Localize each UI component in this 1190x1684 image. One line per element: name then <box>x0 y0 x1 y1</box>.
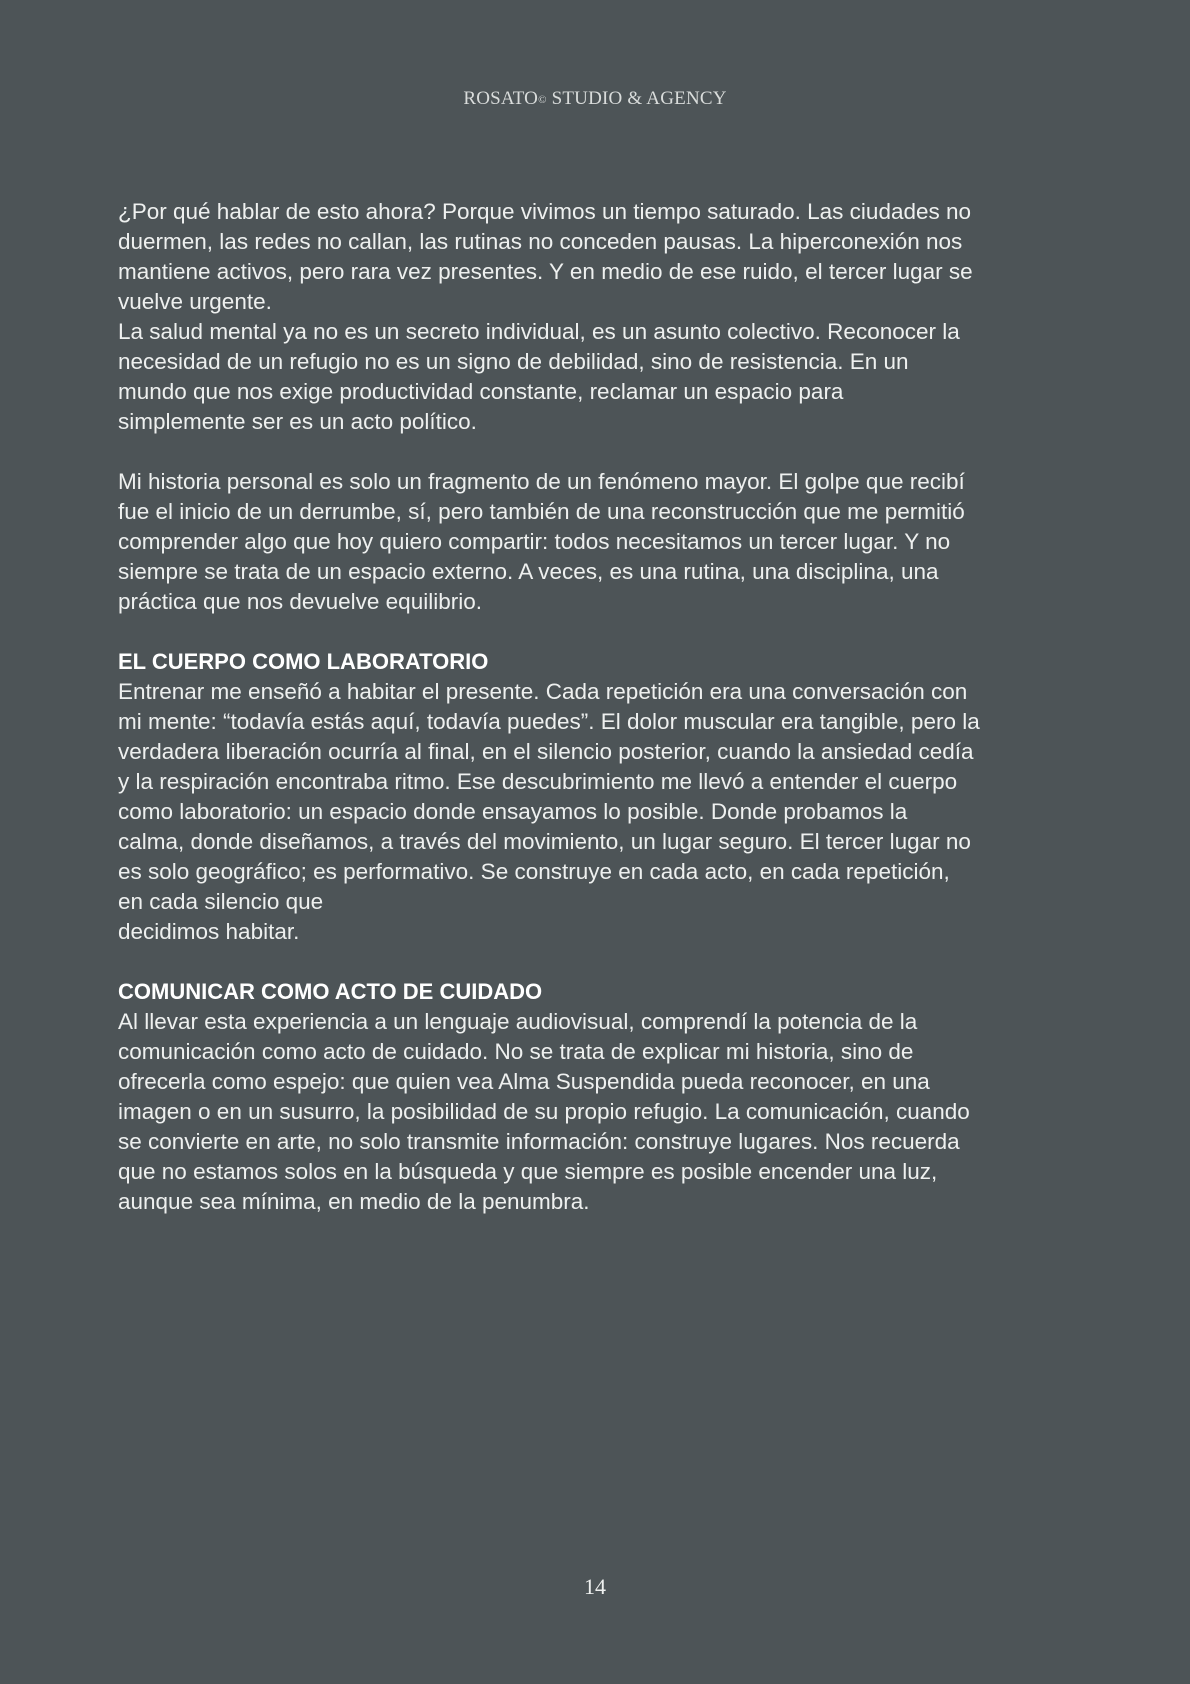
page-header <box>0 88 1190 110</box>
section-heading-communicate: COMUNICAR COMO ACTO DE CUIDADO <box>118 979 543 1004</box>
paragraph-personal-story: Mi historia personal es solo un fragmento de un fenómeno mayor. El golpe que recibí fue el inicio de un derrumbe, sí, pero también de una reconstrucción que me permitió comprender algo que hoy quiero compartir: todos necesitamos un tercer lugar. Y no siempre se trata de un espacio externo. A veces, es una rutina, una disciplina, una práctica que nos devuelve equilibrio. <box>118 469 965 614</box>
paragraph-spacer <box>118 947 1078 977</box>
brand-suffix: STUDIO & AGENCY <box>546 88 727 109</box>
paragraph-mental-health: La salud mental ya no es un secreto individual, es un asunto colectivo. Reconocer la necesidad de un refugio no es un signo de debilidad, sino de resistencia. En un mundo que nos exige productividad constante, reclamar un espacio para simplemente ser es un acto político. <box>118 319 960 434</box>
paragraph-spacer <box>118 437 1078 467</box>
paragraph-intro: ¿Por qué hablar de esto ahora? Porque vivimos un tiempo saturado. Las ciudades no duermen, las redes no callan, las rutinas no conceden pausas. La hiperconexión nos mantiene activos, pero rara vez presentes. Y en medio de ese ruido, el tercer lugar se vuelve urgente. <box>118 199 973 314</box>
section-body-body-lab: Entrenar me enseñó a habitar el presente. Cada repetición era una conversación con mi mente: “todavía estás aquí, todavía puedes”. El dolor muscular era tangible, pero la verdadera liberación ocurría al final, en el silencio posterior, cuando la ansiedad cedía y la respiración encontraba ritmo. Ese descubrimiento me llevó a entender el cuerpo como laboratorio: un espacio donde ensayamos lo posible. Donde probamos la calma, donde diseñamos, a través del movimiento, un lugar seguro. El tercer lugar no es solo geográfico; es performativo. Se construye en cada acto, en cada repetición, en cada silencio que decidimos habitar. <box>118 679 980 944</box>
brand-name: ROSATO <box>463 88 539 109</box>
copyright-mark: © <box>538 94 547 106</box>
section-heading-body-lab: EL CUERPO COMO LABORATORIO <box>118 649 489 674</box>
page-number: 14 <box>584 1574 606 1599</box>
paragraph-spacer <box>118 617 1078 647</box>
article-body <box>118 197 1078 1217</box>
section-body-communicate: Al llevar esta experiencia a un lenguaje audiovisual, comprendí la potencia de la comunicación como acto de cuidado. No se trata de explicar mi historia, sino de ofrecerla como espejo: que quien vea Alma Suspendida pueda reconocer, en una imagen o en un susurro, la posibilidad de su propio refugio. La comunicación, cuando se convierte en arte, no solo transmite información: construye lugares. Nos recuerda que no estamos solos en la búsqueda y que siempre es posible encender una luz, aunque sea mínima, en medio de la penumbra. <box>118 1009 970 1214</box>
